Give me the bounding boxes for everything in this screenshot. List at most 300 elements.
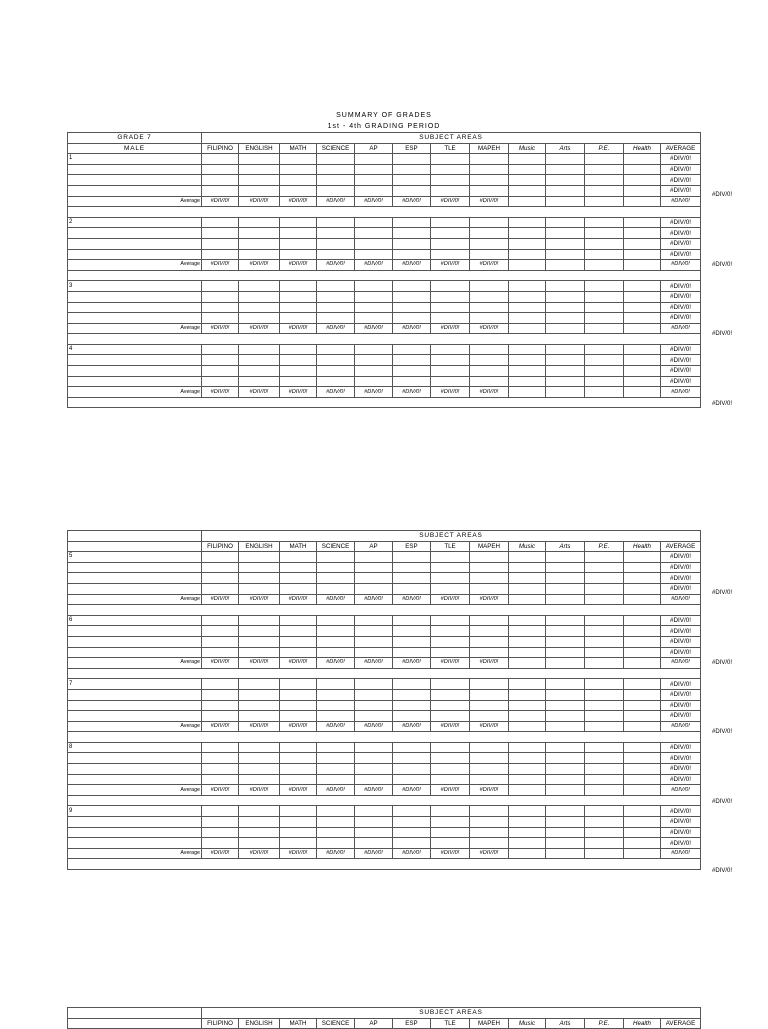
grade-cell[interactable] xyxy=(431,366,470,377)
grade-cell[interactable] xyxy=(317,647,355,658)
subject-average-error[interactable]: #DIV/0! xyxy=(470,658,509,669)
subject-average-error[interactable]: #DIV/0! xyxy=(202,785,239,796)
grade-cell[interactable] xyxy=(431,615,470,626)
grade-cell[interactable] xyxy=(355,806,393,817)
grade-cell[interactable] xyxy=(470,175,509,186)
grade-cell[interactable] xyxy=(239,838,280,849)
grade-cell[interactable] xyxy=(202,626,239,637)
grade-cell[interactable] xyxy=(546,302,585,313)
grade-cell[interactable] xyxy=(280,626,317,637)
grade-cell[interactable] xyxy=(470,313,509,324)
grade-cell[interactable] xyxy=(280,827,317,838)
average-cell[interactable]: #DIV/0! xyxy=(661,228,701,239)
grade-cell[interactable] xyxy=(509,689,546,700)
grade-cell[interactable] xyxy=(202,711,239,722)
average-cell[interactable]: #DIV/0! xyxy=(661,753,701,764)
grade-cell[interactable] xyxy=(317,573,355,584)
grade-cell[interactable] xyxy=(546,647,585,658)
grade-cell[interactable] xyxy=(585,647,624,658)
grade-cell[interactable] xyxy=(317,313,355,324)
grade-cell[interactable] xyxy=(470,806,509,817)
grade-cell[interactable] xyxy=(624,817,661,828)
grade-cell[interactable] xyxy=(202,827,239,838)
grade-cell[interactable] xyxy=(624,366,661,377)
average-cell[interactable]: #DIV/0! xyxy=(661,154,701,165)
grade-cell[interactable] xyxy=(317,366,355,377)
grade-cell[interactable] xyxy=(317,291,355,302)
average-cell[interactable]: #DIV/0! xyxy=(661,764,701,775)
grade-cell[interactable] xyxy=(355,573,393,584)
grade-cell[interactable] xyxy=(280,249,317,260)
grade-cell[interactable] xyxy=(470,164,509,175)
grade-cell[interactable] xyxy=(431,281,470,292)
average-cell[interactable]: #DIV/0! xyxy=(661,742,701,753)
grade-cell[interactable] xyxy=(509,366,546,377)
grade-cell[interactable] xyxy=(585,281,624,292)
grade-cell[interactable] xyxy=(317,185,355,196)
subject-average-error[interactable]: #DIV/0! xyxy=(317,785,355,796)
average-cell[interactable]: #DIV/0! xyxy=(661,848,701,859)
grade-cell[interactable] xyxy=(546,626,585,637)
grade-cell[interactable] xyxy=(509,742,546,753)
grade-cell[interactable] xyxy=(470,552,509,563)
grade-cell[interactable] xyxy=(202,615,239,626)
average-cell[interactable]: #DIV/0! xyxy=(661,175,701,186)
subject-average-error[interactable]: #DIV/0! xyxy=(393,848,431,859)
grade-cell[interactable] xyxy=(355,552,393,563)
grade-cell[interactable] xyxy=(509,774,546,785)
grade-cell[interactable] xyxy=(585,721,624,732)
grade-cell[interactable] xyxy=(431,376,470,387)
grade-cell[interactable] xyxy=(509,387,546,398)
grade-cell[interactable] xyxy=(355,774,393,785)
subject-average-error[interactable]: #DIV/0! xyxy=(280,323,317,334)
grade-cell[interactable] xyxy=(509,217,546,228)
subject-average-error[interactable]: #DIV/0! xyxy=(280,260,317,271)
grade-cell[interactable] xyxy=(280,291,317,302)
grade-cell[interactable] xyxy=(317,249,355,260)
subject-average-error[interactable]: #DIV/0! xyxy=(393,594,431,605)
grade-cell[interactable] xyxy=(546,711,585,722)
grade-cell[interactable] xyxy=(585,154,624,165)
student-cell[interactable] xyxy=(68,562,202,573)
grade-cell[interactable] xyxy=(431,238,470,249)
grade-cell[interactable] xyxy=(393,753,431,764)
grade-cell[interactable] xyxy=(624,700,661,711)
student-cell[interactable] xyxy=(68,647,202,658)
grade-cell[interactable] xyxy=(239,185,280,196)
average-cell[interactable]: #DIV/0! xyxy=(661,387,701,398)
grade-cell[interactable] xyxy=(624,175,661,186)
average-cell[interactable]: #DIV/0! xyxy=(661,615,701,626)
grade-cell[interactable] xyxy=(624,827,661,838)
grade-cell[interactable] xyxy=(239,552,280,563)
subject-average-error[interactable]: #DIV/0! xyxy=(239,721,280,732)
grade-cell[interactable] xyxy=(624,626,661,637)
grade-cell[interactable] xyxy=(509,848,546,859)
average-cell[interactable]: #DIV/0! xyxy=(661,249,701,260)
grade-cell[interactable] xyxy=(585,742,624,753)
grade-cell[interactable] xyxy=(470,711,509,722)
grade-cell[interactable] xyxy=(546,700,585,711)
grade-cell[interactable] xyxy=(202,774,239,785)
grade-cell[interactable] xyxy=(624,196,661,207)
grade-cell[interactable] xyxy=(280,615,317,626)
student-cell[interactable] xyxy=(68,689,202,700)
grade-cell[interactable] xyxy=(239,583,280,594)
grade-cell[interactable] xyxy=(624,636,661,647)
grade-cell[interactable] xyxy=(585,562,624,573)
grade-cell[interactable] xyxy=(202,636,239,647)
grade-cell[interactable] xyxy=(546,355,585,366)
grade-cell[interactable] xyxy=(509,827,546,838)
grade-cell[interactable] xyxy=(585,249,624,260)
grade-cell[interactable] xyxy=(624,615,661,626)
grade-cell[interactable] xyxy=(239,175,280,186)
subject-average-error[interactable]: #DIV/0! xyxy=(470,848,509,859)
grade-cell[interactable] xyxy=(393,228,431,239)
subject-average-error[interactable]: #DIV/0! xyxy=(470,323,509,334)
subject-average-error[interactable]: #DIV/0! xyxy=(280,196,317,207)
grade-cell[interactable] xyxy=(546,774,585,785)
grade-cell[interactable] xyxy=(509,302,546,313)
grade-cell[interactable] xyxy=(509,164,546,175)
grade-cell[interactable] xyxy=(509,817,546,828)
grade-cell[interactable] xyxy=(624,249,661,260)
grade-cell[interactable] xyxy=(546,281,585,292)
grade-cell[interactable] xyxy=(585,175,624,186)
grade-cell[interactable] xyxy=(202,742,239,753)
grade-cell[interactable] xyxy=(585,238,624,249)
grade-cell[interactable] xyxy=(355,175,393,186)
subject-average-error[interactable]: #DIV/0! xyxy=(470,260,509,271)
grade-cell[interactable] xyxy=(509,175,546,186)
grade-cell[interactable] xyxy=(470,689,509,700)
grade-cell[interactable] xyxy=(280,817,317,828)
grade-cell[interactable] xyxy=(585,658,624,669)
student-cell[interactable] xyxy=(68,711,202,722)
student-cell[interactable] xyxy=(68,302,202,313)
average-label-cell[interactable]: Average xyxy=(68,785,202,796)
grade-cell[interactable] xyxy=(585,344,624,355)
grade-cell[interactable] xyxy=(202,344,239,355)
grade-cell[interactable] xyxy=(202,313,239,324)
grade-cell[interactable] xyxy=(280,679,317,690)
grade-cell[interactable] xyxy=(393,827,431,838)
average-cell[interactable]: #DIV/0! xyxy=(661,636,701,647)
subject-average-error[interactable]: #DIV/0! xyxy=(355,387,393,398)
grade-cell[interactable] xyxy=(393,774,431,785)
subject-average-error[interactable]: #DIV/0! xyxy=(393,323,431,334)
grade-cell[interactable] xyxy=(546,742,585,753)
average-cell[interactable]: #DIV/0! xyxy=(661,806,701,817)
grade-cell[interactable] xyxy=(470,827,509,838)
grade-cell[interactable] xyxy=(509,185,546,196)
average-cell[interactable]: #DIV/0! xyxy=(661,260,701,271)
average-cell[interactable]: #DIV/0! xyxy=(661,658,701,669)
grade-cell[interactable] xyxy=(280,838,317,849)
grade-cell[interactable] xyxy=(546,827,585,838)
grade-cell[interactable] xyxy=(585,848,624,859)
grade-cell[interactable] xyxy=(509,636,546,647)
grade-cell[interactable] xyxy=(355,647,393,658)
grade-cell[interactable] xyxy=(202,366,239,377)
subject-average-error[interactable]: #DIV/0! xyxy=(355,196,393,207)
average-cell[interactable]: #DIV/0! xyxy=(661,774,701,785)
grade-cell[interactable] xyxy=(355,164,393,175)
average-cell[interactable]: #DIV/0! xyxy=(661,552,701,563)
grade-cell[interactable] xyxy=(355,366,393,377)
grade-cell[interactable] xyxy=(355,583,393,594)
grade-cell[interactable] xyxy=(546,185,585,196)
average-cell[interactable]: #DIV/0! xyxy=(661,562,701,573)
average-cell[interactable]: #DIV/0! xyxy=(661,164,701,175)
grade-cell[interactable] xyxy=(624,164,661,175)
grade-cell[interactable] xyxy=(546,164,585,175)
average-cell[interactable]: #DIV/0! xyxy=(661,626,701,637)
grade-cell[interactable] xyxy=(624,154,661,165)
grade-cell[interactable] xyxy=(509,711,546,722)
grade-cell[interactable] xyxy=(280,647,317,658)
grade-cell[interactable] xyxy=(317,552,355,563)
grade-cell[interactable] xyxy=(393,291,431,302)
grade-cell[interactable] xyxy=(355,753,393,764)
grade-cell[interactable] xyxy=(431,249,470,260)
grade-cell[interactable] xyxy=(355,313,393,324)
grade-cell[interactable] xyxy=(355,711,393,722)
grade-cell[interactable] xyxy=(202,228,239,239)
grade-cell[interactable] xyxy=(202,679,239,690)
grade-cell[interactable] xyxy=(280,302,317,313)
grade-cell[interactable] xyxy=(470,764,509,775)
grade-cell[interactable] xyxy=(624,387,661,398)
grade-cell[interactable] xyxy=(470,573,509,584)
grade-cell[interactable] xyxy=(393,636,431,647)
average-cell[interactable]: #DIV/0! xyxy=(661,366,701,377)
grade-cell[interactable] xyxy=(431,344,470,355)
subject-average-error[interactable]: #DIV/0! xyxy=(202,721,239,732)
grade-cell[interactable] xyxy=(431,626,470,637)
subject-average-error[interactable]: #DIV/0! xyxy=(355,785,393,796)
grade-cell[interactable] xyxy=(280,700,317,711)
grade-cell[interactable] xyxy=(355,154,393,165)
grade-cell[interactable] xyxy=(355,615,393,626)
grade-cell[interactable] xyxy=(239,302,280,313)
grade-cell[interactable] xyxy=(317,679,355,690)
grade-cell[interactable] xyxy=(239,827,280,838)
grade-cell[interactable] xyxy=(280,228,317,239)
grade-cell[interactable] xyxy=(431,817,470,828)
subject-average-error[interactable]: #DIV/0! xyxy=(317,260,355,271)
grade-cell[interactable] xyxy=(624,583,661,594)
grade-cell[interactable] xyxy=(624,658,661,669)
subject-average-error[interactable]: #DIV/0! xyxy=(431,848,470,859)
grade-cell[interactable] xyxy=(624,573,661,584)
grade-cell[interactable] xyxy=(431,583,470,594)
student-cell[interactable] xyxy=(68,238,202,249)
grade-cell[interactable] xyxy=(624,838,661,849)
grade-cell[interactable] xyxy=(202,376,239,387)
grade-cell[interactable] xyxy=(317,154,355,165)
grade-cell[interactable] xyxy=(202,583,239,594)
grade-cell[interactable] xyxy=(546,238,585,249)
subject-average-error[interactable]: #DIV/0! xyxy=(470,594,509,605)
grade-cell[interactable] xyxy=(546,658,585,669)
grade-cell[interactable] xyxy=(585,689,624,700)
grade-cell[interactable] xyxy=(585,711,624,722)
grade-cell[interactable] xyxy=(393,217,431,228)
grade-cell[interactable] xyxy=(509,753,546,764)
grade-cell[interactable] xyxy=(317,615,355,626)
grade-cell[interactable] xyxy=(470,355,509,366)
subject-average-error[interactable]: #DIV/0! xyxy=(280,658,317,669)
student-cell[interactable] xyxy=(68,626,202,637)
grade-cell[interactable] xyxy=(202,573,239,584)
grade-cell[interactable] xyxy=(431,185,470,196)
grade-cell[interactable] xyxy=(585,217,624,228)
grade-cell[interactable] xyxy=(355,355,393,366)
subject-average-error[interactable]: #DIV/0! xyxy=(317,594,355,605)
grade-cell[interactable] xyxy=(355,217,393,228)
grade-cell[interactable] xyxy=(546,562,585,573)
grade-cell[interactable] xyxy=(624,806,661,817)
grade-cell[interactable] xyxy=(431,175,470,186)
average-cell[interactable]: #DIV/0! xyxy=(661,355,701,366)
grade-cell[interactable] xyxy=(585,302,624,313)
grade-cell[interactable] xyxy=(470,679,509,690)
grade-cell[interactable] xyxy=(239,344,280,355)
grade-cell[interactable] xyxy=(624,647,661,658)
grade-cell[interactable] xyxy=(355,764,393,775)
grade-cell[interactable] xyxy=(280,636,317,647)
student-number[interactable]: 7 xyxy=(68,679,202,690)
average-cell[interactable]: #DIV/0! xyxy=(661,185,701,196)
grade-cell[interactable] xyxy=(624,562,661,573)
grade-cell[interactable] xyxy=(280,753,317,764)
grade-cell[interactable] xyxy=(202,154,239,165)
grade-cell[interactable] xyxy=(431,573,470,584)
subject-average-error[interactable]: #DIV/0! xyxy=(470,721,509,732)
grade-cell[interactable] xyxy=(624,764,661,775)
grade-cell[interactable] xyxy=(431,302,470,313)
grade-cell[interactable] xyxy=(317,281,355,292)
grade-cell[interactable] xyxy=(624,313,661,324)
student-cell[interactable] xyxy=(68,185,202,196)
grade-cell[interactable] xyxy=(280,806,317,817)
grade-cell[interactable] xyxy=(393,583,431,594)
grade-cell[interactable] xyxy=(431,774,470,785)
grade-cell[interactable] xyxy=(546,228,585,239)
grade-cell[interactable] xyxy=(280,164,317,175)
grade-cell[interactable] xyxy=(585,573,624,584)
grade-cell[interactable] xyxy=(624,594,661,605)
grade-cell[interactable] xyxy=(509,562,546,573)
subject-average-error[interactable]: #DIV/0! xyxy=(431,323,470,334)
student-cell[interactable] xyxy=(68,774,202,785)
grade-cell[interactable] xyxy=(470,228,509,239)
subject-average-error[interactable]: #DIV/0! xyxy=(202,848,239,859)
average-cell[interactable]: #DIV/0! xyxy=(661,323,701,334)
grade-cell[interactable] xyxy=(546,552,585,563)
grade-cell[interactable] xyxy=(509,249,546,260)
grade-cell[interactable] xyxy=(317,774,355,785)
grade-cell[interactable] xyxy=(202,217,239,228)
subject-average-error[interactable]: #DIV/0! xyxy=(431,260,470,271)
grade-cell[interactable] xyxy=(509,700,546,711)
grade-cell[interactable] xyxy=(509,764,546,775)
grade-cell[interactable] xyxy=(355,281,393,292)
grade-cell[interactable] xyxy=(393,355,431,366)
subject-average-error[interactable]: #DIV/0! xyxy=(202,658,239,669)
student-cell[interactable] xyxy=(68,228,202,239)
subject-average-error[interactable]: #DIV/0! xyxy=(239,196,280,207)
grade-cell[interactable] xyxy=(470,344,509,355)
average-cell[interactable]: #DIV/0! xyxy=(661,376,701,387)
grade-cell[interactable] xyxy=(624,355,661,366)
grade-cell[interactable] xyxy=(624,260,661,271)
student-cell[interactable] xyxy=(68,764,202,775)
grade-cell[interactable] xyxy=(202,647,239,658)
grade-cell[interactable] xyxy=(470,700,509,711)
grade-cell[interactable] xyxy=(355,838,393,849)
grade-cell[interactable] xyxy=(393,313,431,324)
grade-cell[interactable] xyxy=(202,753,239,764)
grade-cell[interactable] xyxy=(585,806,624,817)
grade-cell[interactable] xyxy=(546,249,585,260)
grade-cell[interactable] xyxy=(355,827,393,838)
subject-average-error[interactable]: #DIV/0! xyxy=(393,721,431,732)
grade-cell[interactable] xyxy=(280,185,317,196)
grade-cell[interactable] xyxy=(624,228,661,239)
grade-cell[interactable] xyxy=(509,228,546,239)
subject-average-error[interactable]: #DIV/0! xyxy=(470,387,509,398)
grade-cell[interactable] xyxy=(239,154,280,165)
average-label-cell[interactable]: Average xyxy=(68,196,202,207)
grade-cell[interactable] xyxy=(431,689,470,700)
grade-cell[interactable] xyxy=(393,689,431,700)
grade-cell[interactable] xyxy=(239,281,280,292)
grade-cell[interactable] xyxy=(509,376,546,387)
grade-cell[interactable] xyxy=(585,376,624,387)
grade-cell[interactable] xyxy=(355,376,393,387)
grade-cell[interactable] xyxy=(585,552,624,563)
grade-cell[interactable] xyxy=(280,238,317,249)
grade-cell[interactable] xyxy=(202,175,239,186)
grade-cell[interactable] xyxy=(239,806,280,817)
grade-cell[interactable] xyxy=(509,344,546,355)
grade-cell[interactable] xyxy=(355,228,393,239)
student-cell[interactable] xyxy=(68,838,202,849)
grade-cell[interactable] xyxy=(280,154,317,165)
subject-average-error[interactable]: #DIV/0! xyxy=(239,260,280,271)
subject-average-error[interactable]: #DIV/0! xyxy=(239,785,280,796)
subject-average-error[interactable]: #DIV/0! xyxy=(470,785,509,796)
subject-average-error[interactable]: #DIV/0! xyxy=(431,196,470,207)
grade-cell[interactable] xyxy=(393,344,431,355)
grade-cell[interactable] xyxy=(585,785,624,796)
average-cell[interactable]: #DIV/0! xyxy=(661,679,701,690)
grade-cell[interactable] xyxy=(239,376,280,387)
grade-cell[interactable] xyxy=(239,291,280,302)
grade-cell[interactable] xyxy=(585,583,624,594)
grade-cell[interactable] xyxy=(546,764,585,775)
subject-average-error[interactable]: #DIV/0! xyxy=(431,594,470,605)
average-cell[interactable]: #DIV/0! xyxy=(661,647,701,658)
grade-cell[interactable] xyxy=(355,679,393,690)
grade-cell[interactable] xyxy=(470,238,509,249)
grade-cell[interactable] xyxy=(470,154,509,165)
grade-cell[interactable] xyxy=(546,313,585,324)
